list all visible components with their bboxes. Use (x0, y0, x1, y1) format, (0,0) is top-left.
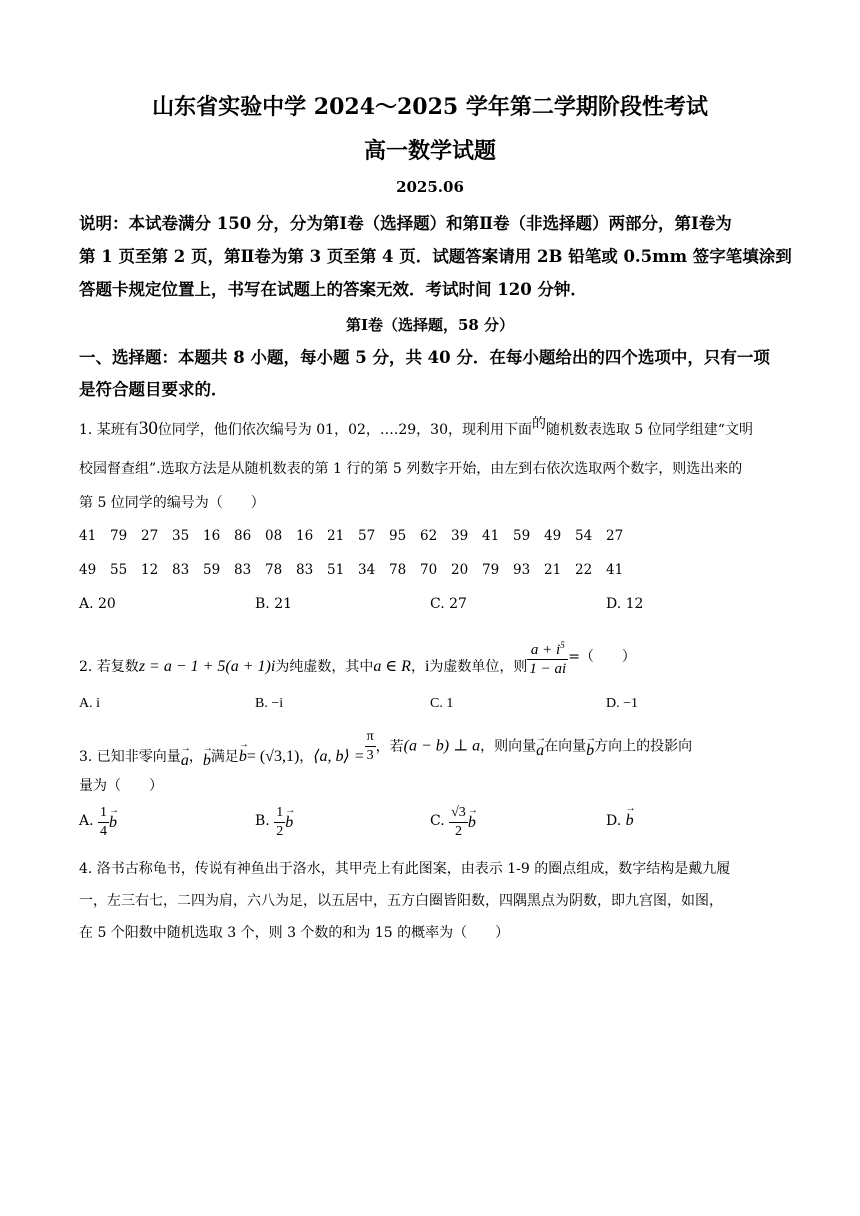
q3-text-e: ，则向量 (480, 738, 537, 755)
random-number: 79 (482, 562, 500, 578)
q3-text-b: 满足 (210, 748, 239, 765)
vector-b: → b (203, 752, 211, 770)
random-number: 86 (234, 528, 252, 544)
random-number: 21 (544, 562, 562, 578)
random-number: 95 (389, 528, 407, 544)
random-number: 62 (420, 528, 438, 544)
q2-num-text: a + i (530, 642, 561, 658)
q2-num-exponent: 5 (560, 640, 565, 650)
exam-subtitle: 高一数学试题 (363, 138, 496, 164)
q1-text-de: 的 (531, 416, 546, 432)
random-number: 35 (172, 528, 190, 544)
q3-option-a-label: A. (79, 812, 94, 829)
q1-option-a[interactable]: A. 20 (79, 596, 116, 612)
random-number: 70 (420, 562, 438, 578)
q1-text-c: 随机数表选取 5 位同学组建“文明 (545, 422, 753, 438)
random-number: 27 (141, 528, 159, 544)
q1-line-3: 第 5 位同学的编号为（ ） (79, 495, 265, 511)
q3-perpendicular: (a − b) ⊥ a (403, 737, 481, 755)
vector-b: → b (586, 742, 594, 760)
instructions-line-2: 第 1 页至第 2 页，第Ⅱ卷为第 3 页至第 4 页．试题答案请用 2B 铅笔或 0.5mm 签字笔填涂到 (79, 247, 792, 266)
q3-option-b[interactable] (255, 804, 293, 841)
vector-a: → a (181, 752, 189, 770)
random-number: 41 (606, 562, 624, 578)
random-number: 27 (606, 528, 624, 544)
random-number: 22 (575, 562, 593, 578)
q3-text-c: ， (299, 748, 314, 765)
random-number: 49 (544, 528, 562, 544)
q2-condition: a ∈ R (373, 658, 411, 675)
random-number: 54 (575, 528, 593, 544)
q3-pi-denominator: 3 (366, 748, 374, 763)
q1-line-1 (79, 418, 753, 440)
q1-option-d[interactable]: D. 12 (606, 596, 644, 612)
q2-option-b[interactable]: B. −i (255, 696, 284, 711)
q3-option-b-label: B. (255, 812, 270, 829)
q1-count: 30 (138, 418, 158, 439)
q2-option-a[interactable]: A. i (79, 696, 100, 711)
q3-text-d: ，若 (375, 738, 404, 755)
vector-b: → b (626, 812, 634, 830)
q2-text-c: ， (410, 659, 425, 675)
random-number: 83 (172, 562, 190, 578)
q3-option-d-label: D. (606, 813, 622, 829)
q2-text-b: 为纯虚数，其中 (275, 659, 374, 675)
q3-b-value: = (√3,1) (246, 747, 300, 765)
random-number: 41 (79, 528, 97, 544)
exam-title: 山东省实验中学 2024～2025 学年第二学期阶段性考试 (152, 94, 708, 120)
random-number: 78 (389, 562, 407, 578)
q4-line-2: 一，左三右七，二四为肩，六八为足，以五居中，五方白圈皆阳数，四隅黑点为阴数，即九宫图，如图， (79, 893, 723, 909)
random-number: 12 (141, 562, 159, 578)
q2-option-d[interactable]: D. −1 (606, 696, 639, 711)
instructions-line-1: 说明：本试卷满分 150 分，分为第Ⅰ卷（选择题）和第Ⅱ卷（非选择题）两部分，第Ⅰ卷为 (79, 214, 732, 233)
random-number: 83 (234, 562, 252, 578)
q3-option-a-denominator: 4 (100, 824, 108, 839)
random-number: 20 (451, 562, 469, 578)
section-heading: 第Ⅰ卷（选择题，58 分） (345, 316, 515, 334)
q3-pi-numerator: π (365, 728, 376, 747)
random-number: 55 (110, 562, 128, 578)
q4-line-1: 4. 洛书古称龟书，传说有神鱼出于洛水，其甲壳上有此图案，由表示 1-9 的圈点组成，数字结构是戴九履 (79, 861, 731, 877)
q3-option-c-label: C. (430, 812, 445, 829)
q3-text-f: 在向量 (544, 738, 587, 755)
q2-imag-unit: i (424, 658, 430, 675)
q3-pi-fraction (365, 728, 376, 765)
q2-text-tail: =（ ） (568, 649, 636, 665)
q3-text-a: 3. 已知非零向量 (79, 748, 181, 765)
q2-fraction-numerator (527, 636, 568, 660)
random-number: 08 (265, 528, 283, 544)
q3-option-c[interactable] (430, 804, 476, 841)
random-number: 59 (513, 528, 531, 544)
random-number: 78 (265, 562, 283, 578)
q3-option-a-numerator: 1 (98, 804, 109, 823)
q3-text-g: 方向上的投影向 (594, 738, 693, 755)
section-intro-line-1: 一、选择题：本题共 8 小题，每小题 5 分，共 40 分．在每小题给出的四个选项中，只有一项 (79, 348, 770, 367)
q1-option-c[interactable]: C. 27 (430, 596, 467, 612)
random-number: 57 (358, 528, 376, 544)
random-number: 79 (110, 528, 128, 544)
q3-option-b-fraction (274, 804, 285, 841)
q1-option-b[interactable]: B. 21 (255, 596, 293, 612)
vector-b: → b (109, 814, 117, 832)
q1-text-a: 1. 某班有 (79, 422, 139, 438)
random-number: 16 (296, 528, 314, 544)
q3-option-a[interactable] (79, 804, 117, 841)
random-number: 93 (513, 562, 531, 578)
q3-option-b-denominator: 2 (276, 824, 284, 839)
q3-option-c-numerator: √3 (449, 804, 468, 823)
exam-date: 2025.06 (396, 178, 464, 196)
q2-fraction (527, 636, 568, 678)
q1-line-2: 校园督查组”.选取方法是从随机数表的第 1 行的第 5 列数字开始，由左到右依次选取两个数字，则选出来的 (79, 461, 743, 477)
q2-option-c[interactable]: C. 1 (430, 696, 454, 711)
q2-fraction-denominator: 1 − ai (529, 661, 567, 677)
vector-b: → b (468, 814, 476, 832)
q3-angle: ⟨a, b⟩ = (313, 747, 365, 765)
instructions-line-3: 答题卡规定位置上，书写在试题上的答案无效．考试时间 120 分钟． (79, 280, 587, 299)
random-number: 16 (203, 528, 221, 544)
section-intro-line-2: 是符合题目要求的． (79, 380, 228, 399)
q3-option-b-numerator: 1 (274, 804, 285, 823)
q2-line-1 (79, 636, 636, 678)
random-number: 41 (482, 528, 500, 544)
q3-option-c-denominator: 2 (454, 824, 462, 839)
random-number: 51 (327, 562, 345, 578)
random-number: 49 (79, 562, 97, 578)
q3-line-1 (79, 728, 693, 769)
vector-b: → b (285, 814, 293, 832)
random-table-row-1 (79, 528, 637, 544)
random-table-row-2 (79, 562, 637, 578)
q3-line-2: 量为（ ） (79, 778, 163, 794)
random-number: 83 (296, 562, 314, 578)
q4-line-3: 在 5 个阳数中随机选取 3 个，则 3 个数的和为 15 的概率为（ ） (79, 925, 510, 941)
q3-option-c-fraction (449, 804, 468, 841)
q3-option-a-fraction (98, 804, 109, 841)
q3-option-d[interactable] (606, 812, 634, 830)
vector-a: → a (536, 742, 544, 760)
q1-text-b: 位同学，他们依次编号为 01，02，….29，30，现利用下面 (157, 422, 532, 438)
q2-expression: z = a − 1 + 5(a + 1)i (138, 658, 276, 675)
q3-comma: ， (188, 748, 203, 765)
vector-b: → b (239, 748, 247, 766)
q2-text-a: 2. 若复数 (79, 659, 139, 675)
random-number: 21 (327, 528, 345, 544)
random-number: 59 (203, 562, 221, 578)
random-number: 39 (451, 528, 469, 544)
random-number: 34 (358, 562, 376, 578)
q2-text-d: 为虚数单位，则 (429, 659, 528, 675)
